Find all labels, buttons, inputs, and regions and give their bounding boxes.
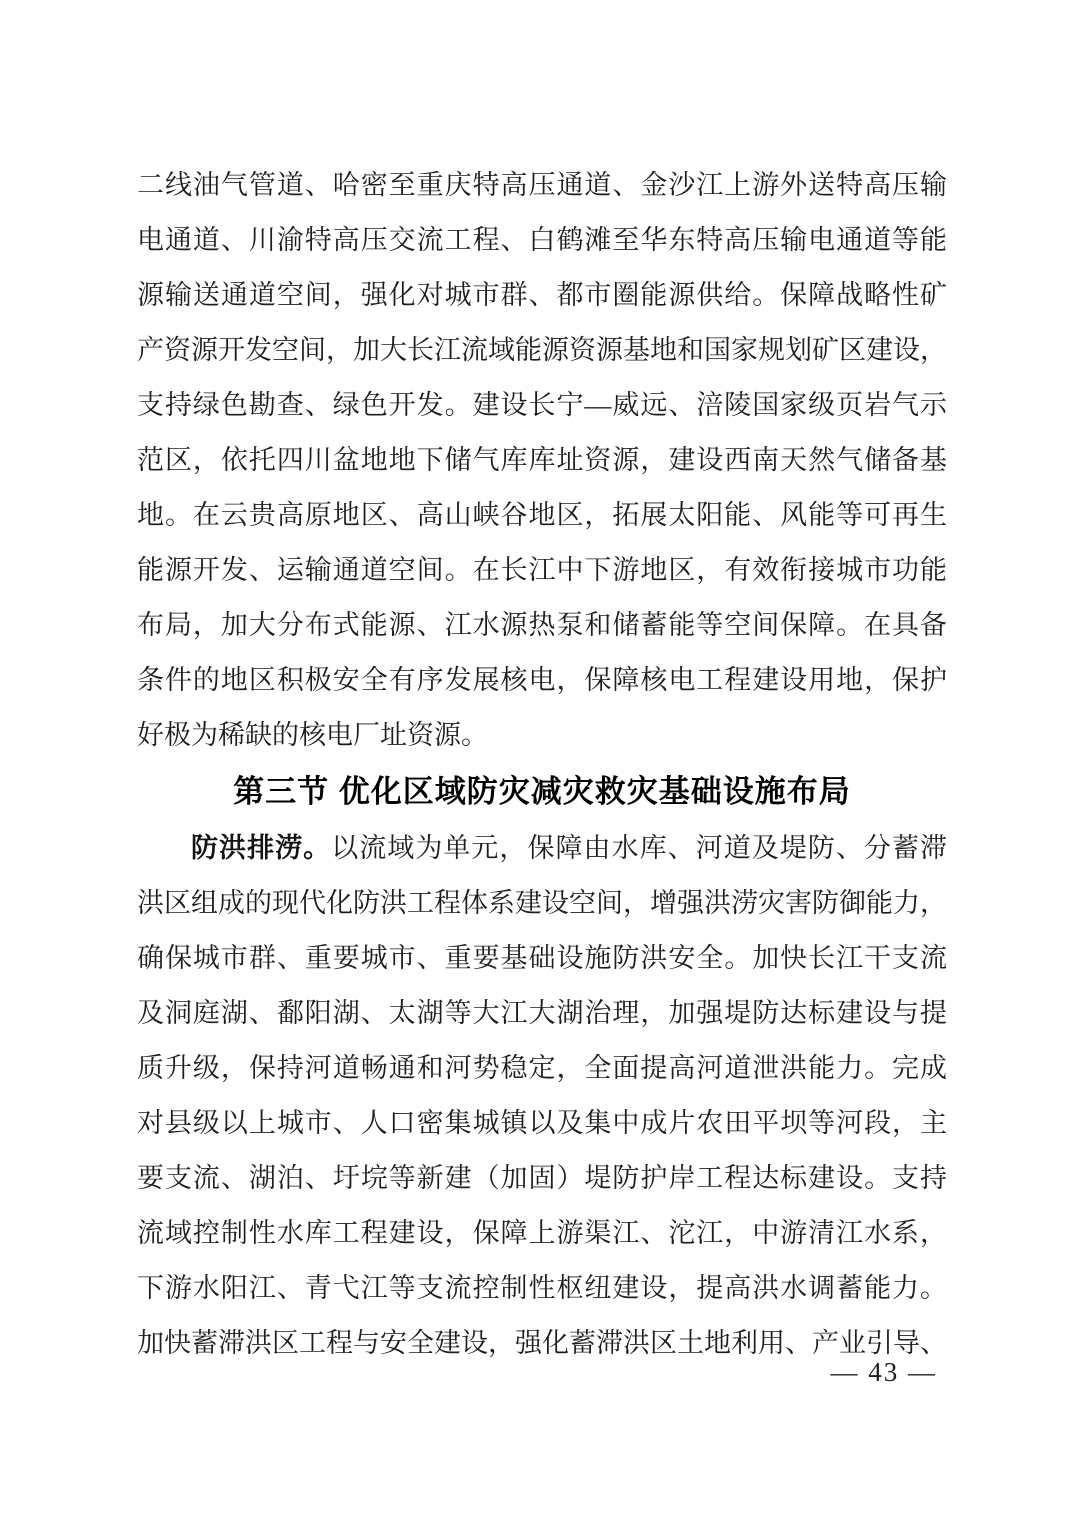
body-line: 确保城市群、重要城市、重要基础设施防洪安全。加快长江干支流 <box>137 943 947 973</box>
body-line: 洪区组成的现代化防洪工程体系建设空间，增强洪涝灾害防御能力， <box>137 888 947 918</box>
paragraph-lead-rest: 以流域为单元，保障由水库、河道及堤防、分蓄滞 <box>331 833 947 863</box>
body-line: 二线油气管道、哈密至重庆特高压通道、金沙江上游外送特高压输 <box>137 170 947 200</box>
body-line: 下游水阳江、青弋江等支流控制性枢纽建设，提高洪水调蓄能力。 <box>137 1273 947 1303</box>
body-line <box>137 821 947 876</box>
body-line: 布局，加大分布式能源、江水源热泵和储蓄能等空间保障。在具备 <box>137 610 947 640</box>
body-line: 加快蓄滞洪区工程与安全建设，强化蓄滞洪区土地利用、产业引导、 <box>137 1328 947 1358</box>
body-line: 条件的地区积极安全有序发展核电，保障核电工程建设用地，保护 <box>137 665 947 695</box>
body-line: 及洞庭湖、鄱阳湖、太湖等大江大湖治理，加强堤防达标建设与提 <box>137 998 947 1028</box>
body-line: 产资源开发空间，加大长江流域能源资源基地和国家规划矿区建设， <box>137 335 947 365</box>
page-content <box>137 158 947 1371</box>
body-line: 地。在云贵高原地区、高山峡谷地区，拓展太阳能、风能等可再生 <box>137 500 947 530</box>
body-line: 支持绿色勘查、绿色开发。建设长宁—威远、涪陵国家级页岩气示 <box>137 390 947 420</box>
body-line: 流域控制性水库工程建设，保障上游渠江、沱江，中游清江水系， <box>137 1218 947 1248</box>
body-line: 范区，依托四川盆地地下储气库库址资源，建设西南天然气储备基 <box>137 445 947 475</box>
body-line: 电通道、川渝特高压交流工程、白鹤滩至华东特高压输电通道等能 <box>137 225 947 255</box>
paragraph-lead: 防洪排涝。 <box>191 833 332 863</box>
body-line: 对县级以上城市、人口密集城镇以及集中成片农田平坝等河段，主 <box>137 1108 947 1138</box>
section-heading: 第三节 优化区域防灾减灾救灾基础设施布局 <box>233 774 851 809</box>
body-paragraph-flood <box>137 821 947 1371</box>
page-number: — 43 — <box>830 1357 937 1387</box>
body-line: 好极为稀缺的核电厂址资源。 <box>137 720 488 750</box>
body-line: 源输送通道空间，强化对城市群、都市圈能源供给。保障战略性矿 <box>137 280 947 310</box>
body-paragraph-energy <box>137 158 947 763</box>
body-line: 要支流、湖泊、圩垸等新建（加固）堤防护岸工程达标建设。支持 <box>137 1163 947 1193</box>
body-line: 能源开发、运输通道空间。在长江中下游地区，有效衔接城市功能 <box>137 555 947 585</box>
body-line: 质升级，保持河道畅通和河势稳定，全面提高河道泄洪能力。完成 <box>137 1053 947 1083</box>
